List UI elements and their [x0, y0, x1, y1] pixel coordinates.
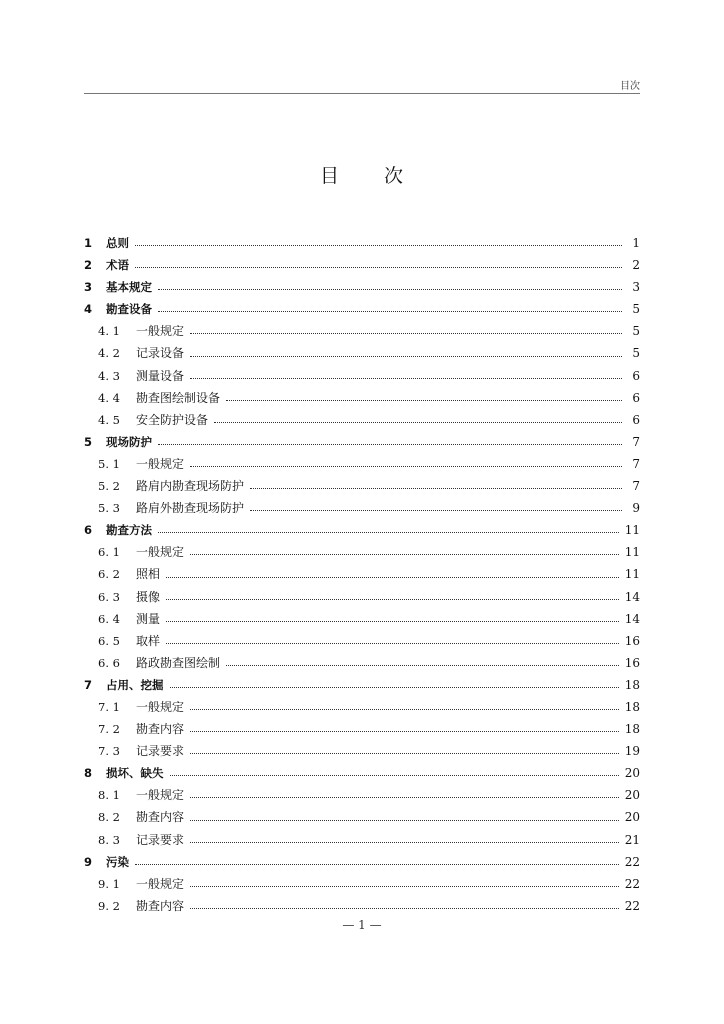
toc-leader-dots — [158, 444, 622, 445]
toc-entry-label: 记录要求 — [136, 744, 185, 759]
page-title — [0, 161, 724, 188]
toc-entry-page: 22 — [624, 854, 640, 869]
toc-entry-page: 18 — [624, 722, 640, 737]
toc-entry[interactable] — [84, 453, 640, 475]
toc-leader-dots — [135, 245, 622, 246]
toc-entry-page: 18 — [624, 699, 640, 714]
toc-entry[interactable] — [84, 630, 640, 652]
toc-entry[interactable] — [84, 762, 640, 784]
toc-leader-dots — [214, 422, 622, 423]
toc-entry-page: 14 — [624, 611, 640, 626]
toc-leader-dots — [190, 554, 619, 555]
toc-entry-number: 5. 2 — [98, 479, 120, 494]
toc-entry[interactable] — [84, 563, 640, 585]
toc-entry-page: 16 — [624, 655, 640, 670]
toc-entry-page: 16 — [624, 633, 640, 648]
toc-entry-number: 7. 1 — [98, 699, 120, 714]
toc-entry-page: 1 — [632, 236, 640, 250]
toc-leader-dots — [135, 864, 619, 865]
toc-leader-dots — [190, 753, 619, 754]
toc-entry-page: 5 — [632, 324, 640, 339]
toc-entry[interactable] — [84, 718, 640, 740]
toc-entry-number: 6 — [84, 523, 93, 538]
toc-leader-dots — [170, 687, 619, 688]
toc-entry-number: 9. 1 — [98, 876, 120, 891]
toc-entry-label: 一般规定 — [136, 788, 185, 803]
toc-entry-page: 18 — [624, 677, 640, 692]
toc-entry-label: 路政勘查图绘制 — [136, 655, 221, 670]
toc-entry-label: 损坏、缺失 — [106, 766, 164, 781]
toc-entry-label: 记录设备 — [136, 346, 185, 361]
toc-entry-number: 7. 2 — [98, 722, 120, 737]
toc-entry-label: 照相 — [136, 567, 161, 582]
toc-leader-dots — [190, 886, 619, 887]
toc-entry-page: 6 — [632, 412, 640, 427]
toc-entry[interactable] — [84, 254, 640, 276]
toc-leader-dots — [190, 842, 619, 843]
toc-entry[interactable] — [84, 298, 640, 320]
toc-entry-page: 9 — [632, 501, 640, 516]
toc-entry-label: 取样 — [136, 633, 161, 648]
toc-entry-page: 3 — [632, 280, 640, 295]
toc-entry[interactable] — [84, 873, 640, 895]
toc-entry-page: 22 — [624, 876, 640, 891]
toc-entry-number: 3 — [84, 280, 93, 295]
running-header: 目次 — [620, 81, 640, 92]
title-char-2: 次 — [384, 165, 405, 187]
toc-entry[interactable] — [84, 365, 640, 387]
toc-entry-label: 测量 — [136, 611, 161, 626]
toc-leader-dots — [166, 643, 619, 644]
toc-leader-dots — [250, 488, 622, 489]
toc-leader-dots — [226, 400, 622, 401]
toc-entry[interactable] — [84, 497, 640, 519]
toc-leader-dots — [226, 665, 619, 666]
toc-entry-label: 勘查图绘制设备 — [136, 390, 221, 405]
toc-leader-dots — [250, 510, 622, 511]
toc-entry[interactable] — [84, 652, 640, 674]
toc-entry-number: 4. 1 — [98, 324, 120, 339]
toc-entry-number: 4 — [84, 302, 93, 317]
toc-entry-page: 19 — [624, 744, 640, 759]
toc-entry-number: 4. 3 — [98, 368, 120, 383]
toc-entry-label: 勘查设备 — [106, 302, 152, 317]
toc-entry-label: 测量设备 — [136, 368, 185, 383]
toc-entry-label: 勘查内容 — [136, 722, 185, 737]
toc-entry-number: 5. 1 — [98, 456, 120, 471]
toc-entry-number: 6. 2 — [98, 567, 120, 582]
toc-entry-page: 20 — [624, 788, 640, 803]
header-rule — [84, 93, 640, 94]
toc-entry[interactable] — [84, 475, 640, 497]
toc-entry[interactable] — [84, 608, 640, 630]
page-number: — 1 — — [342, 918, 382, 932]
toc-entry[interactable] — [84, 342, 640, 364]
toc-entry-page: 6 — [632, 368, 640, 383]
toc-entry-label: 一般规定 — [136, 324, 185, 339]
toc-leader-dots — [190, 466, 622, 467]
toc-entry-number: 6. 6 — [98, 655, 120, 670]
toc-entry-label: 污染 — [106, 854, 129, 869]
toc-entry-number: 4. 5 — [98, 412, 120, 427]
toc-entry[interactable] — [84, 409, 640, 431]
toc-entry[interactable] — [84, 674, 640, 696]
toc-entry-number: 8. 3 — [98, 832, 120, 847]
toc-entry-page: 7 — [632, 456, 640, 471]
toc-entry-label: 占用、挖掘 — [106, 677, 164, 692]
toc-entry-page: 14 — [624, 589, 640, 604]
toc-leader-dots — [158, 311, 622, 312]
toc-leader-dots — [166, 621, 619, 622]
toc-entry-label: 记录要求 — [136, 832, 185, 847]
toc-entry[interactable] — [84, 276, 640, 298]
toc-entry-label: 基本规定 — [106, 280, 152, 295]
toc-entry-page: 7 — [632, 434, 640, 449]
toc-entry[interactable] — [84, 431, 640, 453]
toc-leader-dots — [158, 532, 619, 533]
toc-leader-dots — [170, 775, 619, 776]
toc-entry[interactable] — [84, 541, 640, 563]
toc-entry[interactable] — [84, 586, 640, 608]
toc-entry-number: 6. 3 — [98, 589, 120, 604]
toc-leader-dots — [190, 731, 619, 732]
toc-entry-number: 6. 1 — [98, 545, 120, 560]
toc-entry[interactable] — [84, 740, 640, 762]
toc-entry-label: 总则 — [106, 236, 129, 250]
toc-entry-label: 路肩内勘查现场防护 — [136, 479, 245, 494]
toc-entry-page: 20 — [624, 766, 640, 781]
toc-entry-page: 7 — [632, 479, 640, 494]
toc-leader-dots — [190, 333, 622, 334]
toc-entry-page: 5 — [632, 302, 640, 317]
toc-entry-label: 一般规定 — [136, 876, 185, 891]
toc-entry-number: 9 — [84, 854, 93, 869]
toc-leader-dots — [190, 356, 622, 357]
toc-entry-label: 安全防护设备 — [136, 412, 209, 427]
toc-entry-number: 2 — [84, 258, 93, 273]
toc-entry-page: 11 — [624, 545, 640, 560]
toc-entry-page: 21 — [624, 832, 640, 847]
toc-entry-label: 勘查内容 — [136, 898, 185, 913]
toc-entry-number: 9. 2 — [98, 898, 120, 913]
toc-leader-dots — [158, 289, 622, 290]
toc-entry-number: 4. 2 — [98, 346, 120, 361]
toc-entry[interactable] — [84, 895, 640, 917]
toc-entry-label: 一般规定 — [136, 456, 185, 471]
toc-entry-page: 5 — [632, 346, 640, 361]
toc-entry-number: 8. 2 — [98, 810, 120, 825]
toc-entry-label: 勘查方法 — [106, 523, 152, 538]
toc-entry-page: 6 — [632, 390, 640, 405]
toc-entry-number: 6. 5 — [98, 633, 120, 648]
toc-entry-label: 一般规定 — [136, 545, 185, 560]
toc-entry[interactable] — [84, 519, 640, 541]
toc-entry-number: 8. 1 — [98, 788, 120, 803]
toc-leader-dots — [190, 820, 619, 821]
toc-leader-dots — [166, 599, 619, 600]
toc-entry-page: 22 — [624, 898, 640, 913]
toc-entry-number: 5. 3 — [98, 501, 120, 516]
toc-leader-dots — [190, 378, 622, 379]
toc-entry[interactable] — [84, 387, 640, 409]
toc-entry-page: 11 — [624, 567, 640, 582]
toc-entry-number: 5 — [84, 434, 93, 449]
toc-leader-dots — [166, 577, 619, 578]
toc-entry-label: 摄像 — [136, 589, 161, 604]
toc-entry-page: 2 — [632, 258, 640, 273]
toc-entry-label: 术语 — [106, 258, 129, 273]
toc-entry-number: 6. 4 — [98, 611, 120, 626]
toc-entry[interactable] — [84, 784, 640, 806]
toc-entry-label: 一般规定 — [136, 699, 185, 714]
toc-entry-number: 7. 3 — [98, 744, 120, 759]
toc-entry-number: 4. 4 — [98, 390, 120, 405]
toc-entry[interactable] — [84, 696, 640, 718]
toc-leader-dots — [190, 709, 619, 710]
toc-entry[interactable] — [84, 829, 640, 851]
toc-leader-dots — [190, 908, 619, 909]
toc-entry-label: 勘查内容 — [136, 810, 185, 825]
toc-entry[interactable] — [84, 232, 640, 254]
toc-entry[interactable] — [84, 806, 640, 828]
toc-entry-number: 1 — [84, 236, 93, 250]
toc-entry-number: 7 — [84, 677, 93, 692]
toc-entry[interactable] — [84, 851, 640, 873]
toc-entry-page: 20 — [624, 810, 640, 825]
table-of-contents — [84, 232, 640, 917]
toc-leader-dots — [190, 797, 619, 798]
toc-leader-dots — [135, 267, 622, 268]
toc-entry-page: 11 — [624, 523, 640, 538]
toc-entry-label: 路肩外勘查现场防护 — [136, 501, 245, 516]
toc-entry[interactable] — [84, 320, 640, 342]
toc-entry-label: 现场防护 — [106, 434, 152, 449]
title-char-1: 目 — [319, 165, 340, 187]
toc-entry-number: 8 — [84, 766, 93, 781]
